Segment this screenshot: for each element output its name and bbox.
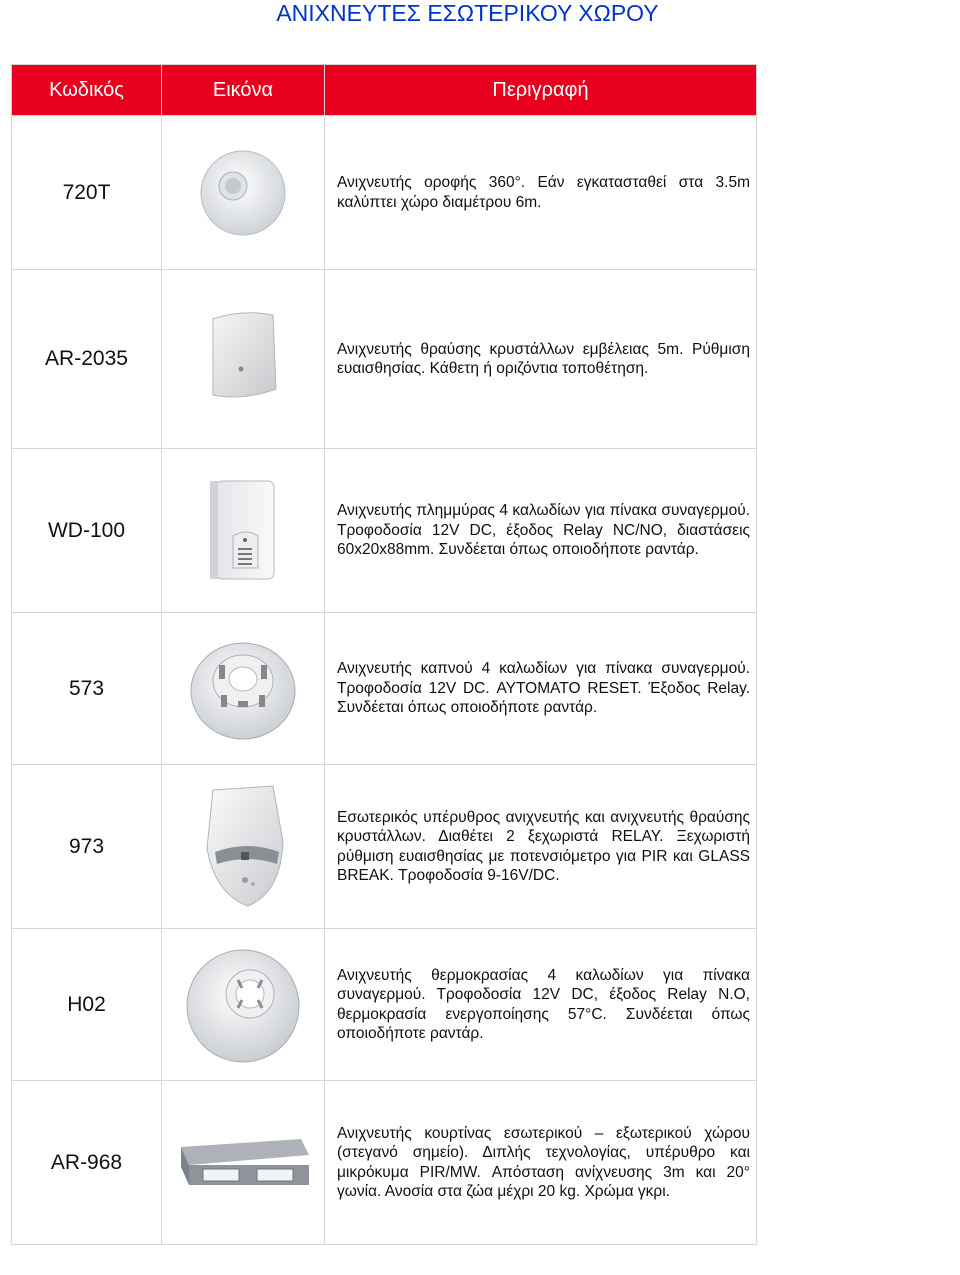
- products-table: [11, 64, 757, 1245]
- row-image: [162, 929, 325, 1081]
- table-row: [12, 449, 757, 613]
- row-description: Ανιχνευτής κουρτίνας εσωτερικού – εξωτερικού χώρου (στεγανό σημείο). Διπλής τεχνολογίας, υπέρυθρο και μικρόκυμα PIR/MW. Απόσταση ανίχνευσης 3m και 20° γωνία. Ανοσία στα ζώα μέχρι 20 kg. Χρώμα γκρι.: [325, 1081, 757, 1245]
- row-image: [162, 765, 325, 929]
- table-header-row: [12, 65, 757, 116]
- row-code: 573: [12, 613, 162, 765]
- table-row: [12, 1081, 757, 1245]
- table-row: [12, 116, 757, 270]
- row-code: AR-2035: [12, 270, 162, 449]
- row-description: Ανιχνευτής θερμοκρασίας 4 καλωδίων για πίνακα συναγερμού. Τροφοδοσία 12V DC, έξοδος Relay N.O, θερμοκρασία ενεργοποίησης 57°C. Συνδέεται όπως οποιοδήποτε ραντάρ.: [325, 929, 757, 1081]
- header-description: Περιγραφή: [325, 65, 757, 116]
- row-code: 973: [12, 765, 162, 929]
- row-code: H02: [12, 929, 162, 1081]
- heat-detector-icon: [178, 940, 308, 1070]
- table-row: [12, 613, 757, 765]
- row-image: [162, 1081, 325, 1245]
- header-code: Κωδικός: [12, 65, 162, 116]
- row-image: [162, 270, 325, 449]
- glass-break-detector-icon: [198, 309, 288, 409]
- table-row: [12, 929, 757, 1081]
- dual-pir-glass-detector-icon: [193, 782, 293, 912]
- ceiling-pir-detector-icon: [188, 138, 298, 248]
- header-image: Εικόνα: [162, 65, 325, 116]
- smoke-detector-icon: [183, 629, 303, 749]
- table-row: [12, 270, 757, 449]
- row-description: Εσωτερικός υπέρυθρος ανιχνευτής και ανιχνευτής θραύσης κρυστάλλων. Διαθέτει 2 ξεχωριστά RELAY. Ξεχωριστή ρύθμιση ευαισθησίας με ποτενσιόμετρο για PIR και GLASS BREAK. Τροφοδοσία 9-16V/DC.: [325, 765, 757, 929]
- row-code: WD-100: [12, 449, 162, 613]
- curtain-detector-icon: [173, 1133, 313, 1193]
- row-description: Ανιχνευτής πλημμύρας 4 καλωδίων για πίνακα συναγερμού. Τροφοδοσία 12V DC, έξοδος Relay NC/NO, διαστάσεις 60x20x88mm. Συνδέεται όπως οποιοδήποτε ραντάρ.: [325, 449, 757, 613]
- row-image: [162, 449, 325, 613]
- table-row: [12, 765, 757, 929]
- row-image: [162, 116, 325, 270]
- page-title: ΑΝΙΧΝΕΥΤΕΣ ΕΣΩΤΕΡΙΚΟΥ ΧΩΡΟΥ: [276, 0, 659, 26]
- row-description: Ανιχνευτής θραύσης κρυστάλλων εμβέλειας 5m. Ρύθμιση ευαισθησίας. Κάθετη ή οριζόντια τοποθέτηση.: [325, 270, 757, 449]
- row-description: Ανιχνευτής οροφής 360°. Εάν εγκατασταθεί στα 3.5m καλύπτει χώρο διαμέτρου 6m.: [325, 116, 757, 270]
- row-code: AR-968: [12, 1081, 162, 1245]
- row-description: Ανιχνευτής καπνού 4 καλωδίων για πίνακα συναγερμού. Τροφοδοσία 12V DC. ΑΥΤΟΜΑΤΟ RESET. Έξοδος Relay. Συνδέεται όπως οποιοδήποτε ραντάρ.: [325, 613, 757, 765]
- row-code: 720T: [12, 116, 162, 270]
- flood-detector-icon: [198, 476, 288, 586]
- row-image: [162, 613, 325, 765]
